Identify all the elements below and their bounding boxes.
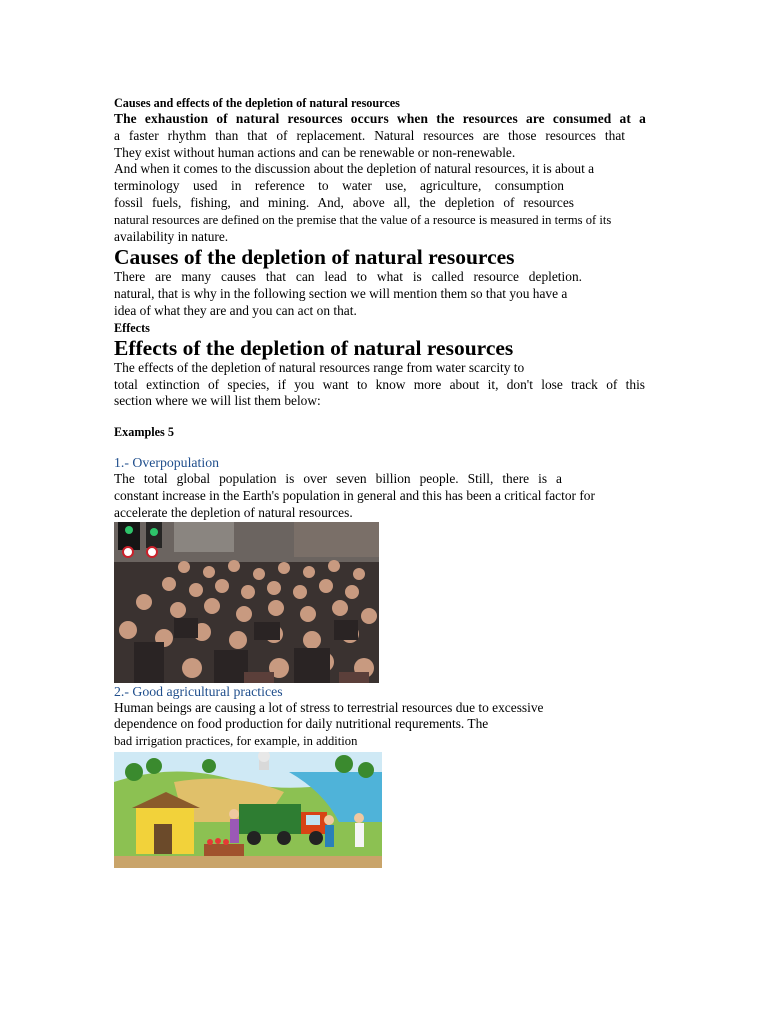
intro-line-4: And when it comes to the discussion about the depletion of natural resources, it is about a <box>114 161 595 177</box>
causes-line-2: natural, that is why in the following section we will mention them so that you have a <box>114 286 568 302</box>
crowd-photo <box>114 522 379 683</box>
effects-line-3: section where we will list them below: <box>114 393 321 409</box>
causes-line-1: There are many causes that can lead to what is called resource depletion. <box>114 269 582 285</box>
example-2-title: 2.- Good agricultural practices <box>114 683 283 699</box>
effects-heading: Effects of the depletion of natural resources <box>114 335 514 360</box>
example-1-line-2: constant increase in the Earth's population in general and this has been a critical factor for <box>114 487 595 503</box>
intro-line-6: fossil fuels, fishing, and mining. And, above all, the depletion of resources <box>114 194 574 210</box>
example-2-line-2: dependence on food production for daily nutritional requrements. The <box>114 716 489 732</box>
document-page <box>114 95 664 868</box>
agriculture-illustration <box>114 752 382 868</box>
intro-line-5: terminology used in reference to water use, agriculture, consumption <box>114 178 564 194</box>
effects-line-1: The effects of the depletion of natural resources range from water scarcity to <box>114 359 525 375</box>
causes-line-3: idea of what they are and you can act on that. <box>114 302 357 318</box>
examples-label: Examples 5 <box>114 425 174 440</box>
intro-line-2: a faster rhythm than that of replacement. Natural resources are those resources that <box>114 127 625 143</box>
example-2-line-3: bad irrigation practices, for example, in addition <box>114 734 358 749</box>
example-1-line-3: accelerate the depletion of natural resources. <box>114 504 353 520</box>
intro-line-8: availability in nature. <box>114 228 229 244</box>
causes-heading: Causes of the depletion of natural resources <box>114 245 515 270</box>
example-2-line-1: Human beings are causing a lot of stress to terrestrial resources due to excessive <box>114 699 544 715</box>
intro-line-1: The exhaustion of natural resources occurs when the resources are consumed at a <box>114 111 646 126</box>
example-1-line-1: The total global population is over seven billion people. Still, there is a <box>114 471 562 487</box>
effects-label: Effects <box>114 320 150 335</box>
intro-line-7: natural resources are defined on the premise that the value of a resource is measured in terms of its <box>114 212 612 227</box>
example-1-title: 1.- Overpopulation <box>114 455 219 471</box>
effects-line-2: total extinction of species, if you want to know more about it, don't lose track of this <box>114 376 645 392</box>
document-title: Causes and effects of the depletion of natural resources <box>114 96 400 110</box>
intro-line-3: They exist without human actions and can be renewable or non-renewable. <box>114 144 516 160</box>
